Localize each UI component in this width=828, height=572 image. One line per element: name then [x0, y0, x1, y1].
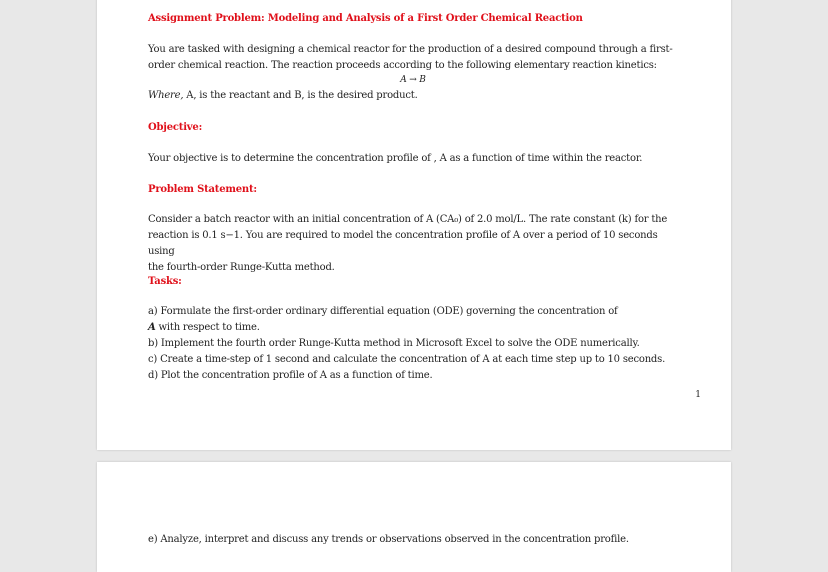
- tasks-list: [148, 304, 678, 384]
- problem-statement-heading: Problem Statement:: [148, 184, 257, 195]
- task-a-line-2: [148, 320, 678, 336]
- problem-line-3: the fourth-order Runge-Kutta method.: [148, 262, 335, 273]
- tasks-heading: Tasks:: [148, 276, 182, 287]
- reaction-equation: A → B: [400, 75, 426, 85]
- problem-line-2: reaction is 0.1 s−1. You are required to model the concentration profile of A over a period of 10 seconds using: [148, 230, 658, 257]
- problem-line-1: Consider a batch reactor with an initial concentration of A (CA₀) of 2.0 mol/L. The rate constant (k) for the: [148, 214, 668, 225]
- where-prefix: Where,: [148, 90, 184, 101]
- objective-text: Your objective is to determine the concentration profile of , A as a function of time within the reactor.: [148, 153, 643, 164]
- task-c: c) Create a time-step of 1 second and calculate the concentration of A at each time step up to 10 seconds.: [148, 354, 666, 365]
- document-page-2: [97, 462, 731, 572]
- intro-paragraph: [148, 42, 678, 74]
- intro-line-2: order chemical reaction. The reaction proceeds according to the following elementary reaction kinetics:: [148, 60, 657, 71]
- where-line: [148, 88, 678, 104]
- task-e: e) Analyze, interpret and discuss any trends or observations observed in the concentration profile.: [148, 534, 629, 545]
- document-page-1: [97, 0, 731, 450]
- intro-line-1: You are tasked with designing a chemical reactor for the production of a desired compound through a first-: [148, 44, 673, 55]
- task-a-line-1: a) Formulate the first-order ordinary differential equation (ODE) governing the concentration of: [148, 306, 618, 317]
- where-rest: A, is the reactant and B, is the desired product.: [183, 90, 418, 101]
- task-d: d) Plot the concentration profile of A as a function of time.: [148, 370, 433, 381]
- task-b: b) Implement the fourth order Runge-Kutta method in Microsoft Excel to solve the ODE numerically.: [148, 338, 640, 349]
- page-number: 1: [695, 390, 701, 400]
- assignment-title: Assignment Problem: Modeling and Analysis of a First Order Chemical Reaction: [148, 13, 583, 24]
- task-a-bold: A: [148, 322, 156, 333]
- problem-statement: [148, 212, 678, 276]
- task-a-rest: with respect to time.: [155, 322, 260, 333]
- objective-heading: Objective:: [148, 122, 203, 133]
